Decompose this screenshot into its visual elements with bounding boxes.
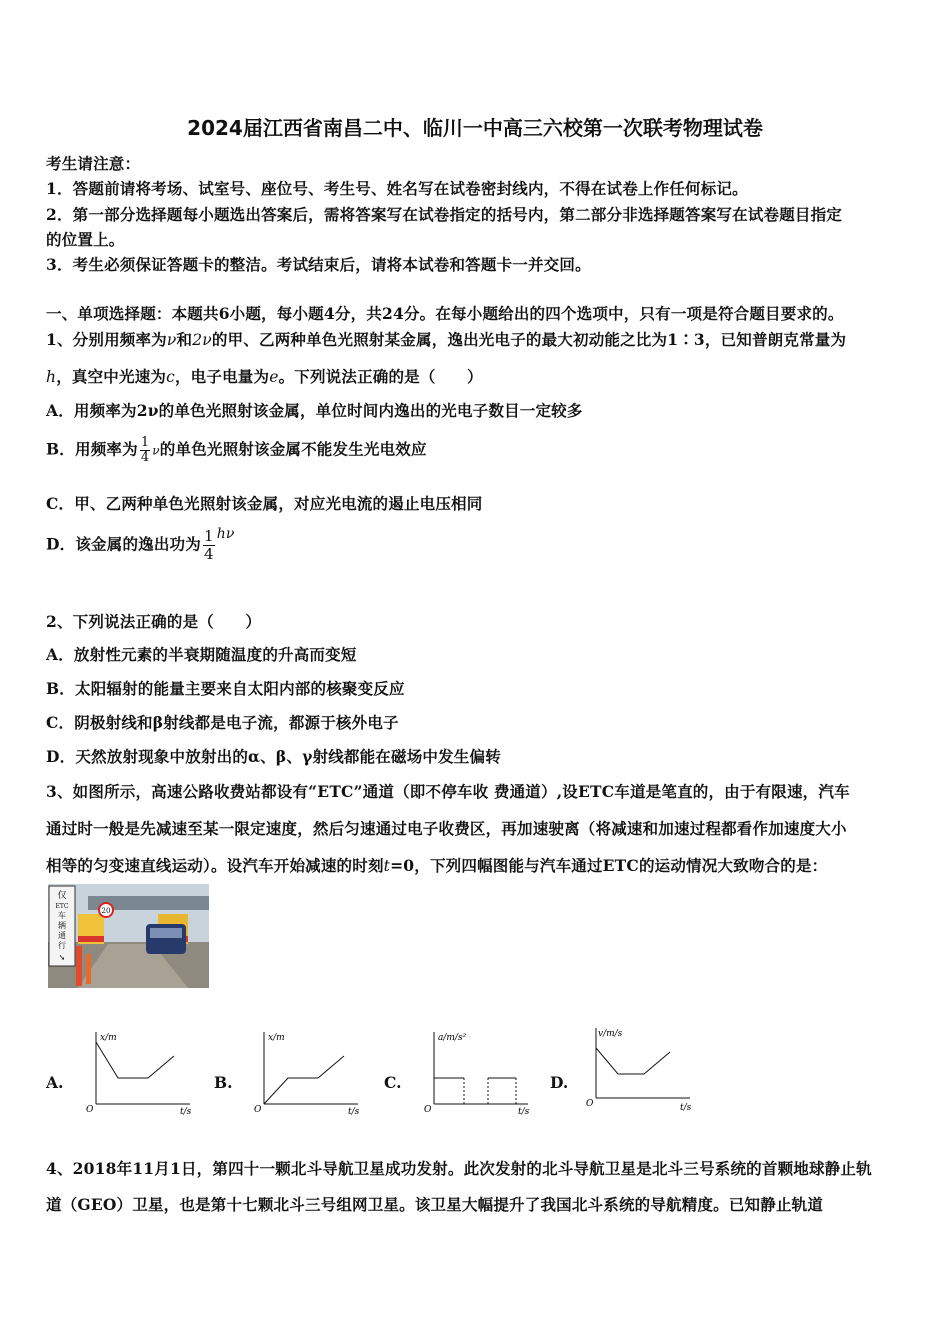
origin-label: O (424, 1105, 432, 1115)
q3-option-a-label: A. (46, 1073, 64, 1092)
q3-stem-line2: 通过时一般是先减速至某一限定速度，然后匀速通过电子收费区，再加速驶离（将减速和加速过程都看作加速度大小 (46, 819, 847, 838)
curve (96, 1042, 174, 1078)
q2-option-b: B．太阳辐射的能量主要来自太阳内部的核聚变反应 (46, 679, 405, 698)
q1-option-a: A．用频率为2ν的单色光照射该金属，单位时间内逸出的光电子数目一定较多 (46, 401, 583, 420)
sign-char: 车 (58, 911, 66, 920)
q3-stem-line3: 相等的匀变速直线运动）。设汽车开始减速的时刻t=0，下列四幅图能与汽车通过ETC的运动情况大致吻合的是： (46, 856, 828, 875)
q2-stem: 2、下列说法正确的是（ ） (46, 612, 262, 631)
sign-char: 通 (58, 931, 66, 940)
notice-item-1: 1．答题前请将考场、试室号、座位号、考生号、姓名写在试卷密封线内，不得在试卷上作任何标记。 (46, 179, 748, 198)
lane-cones (76, 946, 82, 986)
origin-label: O (586, 1099, 594, 1109)
x-axis-label: t/s (348, 1107, 360, 1117)
q3-option-c-label: C. (384, 1073, 402, 1092)
q3-graph-a (84, 1028, 200, 1118)
q4-stem-line1: 4、2018年11月1日，第四十一颗北斗导航卫星成功发射。此次发射的北斗导航卫星是北斗三号系统的首颗地球静止轨 (46, 1159, 872, 1178)
q3-option-b-label: B. (214, 1073, 233, 1092)
x-axis-label: t/s (680, 1103, 692, 1113)
notice-heading: 考生请注意： (46, 154, 141, 173)
sign-char: ETC (55, 903, 69, 910)
etc-toll-photo (48, 884, 209, 988)
x-axis-label: t/s (180, 1107, 192, 1117)
sign-char: 仅 (57, 891, 67, 901)
q1-stem-line2: h，真空中光速为c，电子电量为e。下列说法正确的是（ ） (46, 367, 483, 386)
y-axis-label: a/m/s² (438, 1033, 467, 1043)
curve (596, 1048, 670, 1074)
notice-item-3: 3．考生必须保证答题卡的整洁。考试结束后，请将本试卷和答题卡一并交回。 (46, 255, 591, 274)
q3-graph-b (252, 1028, 368, 1118)
y-axis-label: x/m (268, 1033, 285, 1043)
y-axis-label: v/m/s (598, 1029, 623, 1039)
page-title: 2024届江西省南昌二中、临川一中高三六校第一次联考物理试卷 (187, 116, 763, 140)
origin-label: O (86, 1105, 94, 1115)
barrier-left (78, 936, 104, 942)
car-window (150, 928, 182, 938)
x-axis-label: t/s (518, 1107, 530, 1117)
y-axis-label: x/m (100, 1033, 117, 1043)
q3-graph-d (584, 1024, 700, 1116)
origin-label: O (254, 1105, 262, 1115)
lane-cones (86, 954, 91, 984)
q3-option-d-label: D. (550, 1073, 569, 1092)
q2-option-c: C．阴极射线和β射线都是电子流，都源于核外电子 (46, 713, 399, 732)
notice-item-2-cont: 的位置上。 (46, 230, 125, 249)
fraction: $\frac{1}{4}$ (203, 527, 214, 563)
q1-stem-line1: 1、分别用频率为ν和2ν的甲、乙两种单色光照射某金属，逸出光电子的最大初动能之比为1∶3，已知普朗克常量为 (46, 330, 847, 349)
curve (264, 1056, 344, 1104)
section-heading: 一、单项选择题：本题共6小题，每小题4分，共24分。在每小题给出的四个选项中，只有一项是符合题目要求的。 (46, 304, 844, 323)
q2-option-d: D．天然放射现象中放射出的α、β、γ射线都能在磁场中发生偏转 (46, 747, 501, 766)
arrow-icon: ➘ (58, 953, 66, 962)
q1-option-d: D．该金属的逸出功为 $\frac{1}{4}$ hν (46, 525, 235, 563)
sign-char: 辆 (58, 921, 66, 930)
q1-option-b: B．用频率为 $\frac{1}{4}$ ν的单色光照射该金属不能发生光电效应 (46, 435, 427, 465)
q3-graph-c (422, 1028, 538, 1118)
q2-option-a: A．放射性元素的半衰期随温度的升高而变短 (46, 645, 357, 664)
q1-option-c: C．甲、乙两种单色光照射该金属，对应光电流的遏止电压相同 (46, 494, 483, 513)
notice-item-2: 2．第一部分选择题每小题选出答案后，需将答案写在试卷指定的括号内，第二部分非选择题答案写在试卷题目指定 (46, 205, 842, 224)
fraction: $\frac{1}{4}$ (140, 435, 150, 465)
speed-limit-value: 20 (101, 907, 111, 915)
q3-stem-line1: 3、如图所示，高速公路收费站都设有“ETC”通道（即不停车收 费通道）,设ETC车道是笔直的，由于有限速，汽车 (46, 782, 850, 801)
q4-stem-line2: 道（GEO）卫星，也是第十七颗北斗三号组网卫星。该卫星大幅提升了我国北斗系统的导航精度。已知静止轨道 (46, 1195, 824, 1214)
sign-char: 行 (58, 941, 66, 950)
